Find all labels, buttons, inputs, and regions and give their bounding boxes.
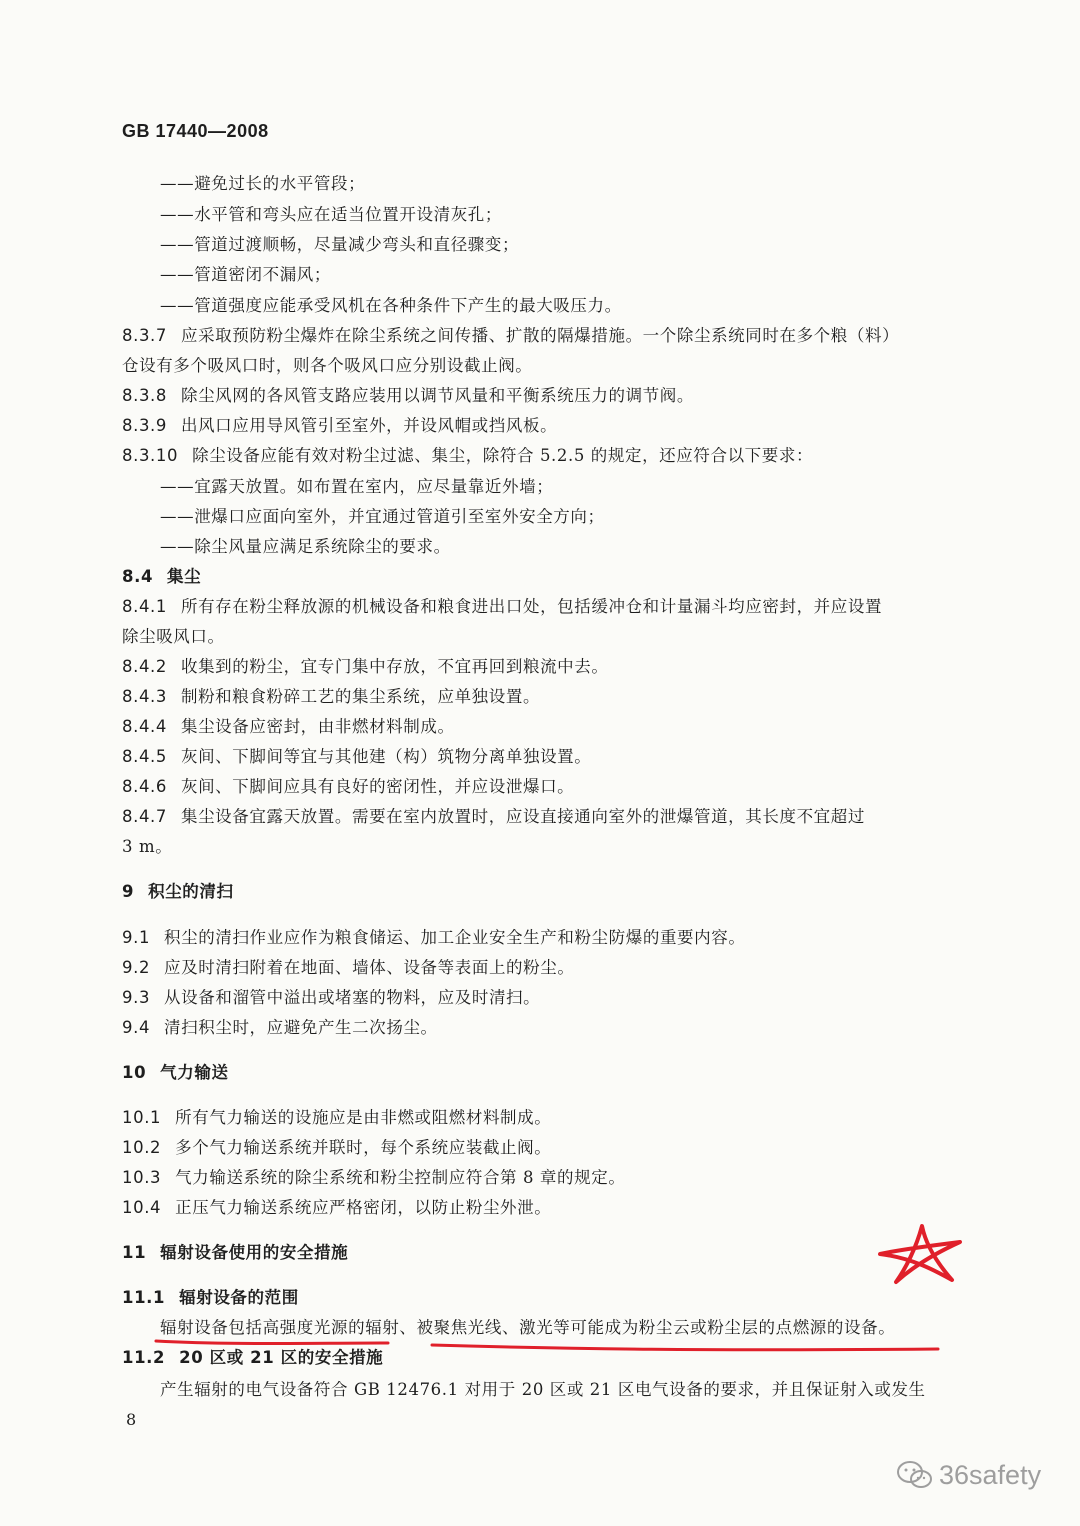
line-text: 除尘风网的各风管支路应装用以调节风量和平衡系统压力的调节阀。 bbox=[180, 386, 694, 405]
section-number: 8.4.7 bbox=[122, 807, 167, 826]
text-line bbox=[122, 594, 882, 620]
section-number: 8.4.2 bbox=[122, 657, 167, 676]
section-number: 9 bbox=[122, 882, 135, 901]
line-text: ——管道密闭不漏风； bbox=[160, 265, 331, 284]
line-text: 灰间、下脚间等宜与其他建（构）筑物分离单独设置。 bbox=[180, 747, 592, 766]
section-number: 8.3.7 bbox=[122, 326, 167, 345]
line-text: ——管道过渡顺畅，尽量减少弯头和直径骤变； bbox=[160, 235, 520, 254]
text-line bbox=[122, 443, 813, 469]
line-text: ——除尘风量应满足系统除尘的要求。 bbox=[160, 537, 451, 556]
section-number: 9.2 bbox=[122, 958, 151, 977]
text-line bbox=[122, 624, 225, 650]
text-line bbox=[122, 684, 540, 710]
section-number: 8.4.5 bbox=[122, 747, 167, 766]
text-line bbox=[122, 714, 455, 740]
text-line bbox=[122, 925, 745, 951]
line-text: 积尘的清扫作业应作为粮食储运、加工企业安全生产和粉尘防爆的重要内容。 bbox=[164, 928, 746, 947]
section-number: 11 bbox=[122, 1243, 147, 1262]
section-heading bbox=[122, 879, 234, 905]
line-text: 制粉和粮食粉碎工艺的集尘系统，应单独设置。 bbox=[180, 687, 541, 706]
text-line bbox=[122, 323, 899, 349]
section-heading bbox=[122, 564, 201, 590]
text-line bbox=[160, 293, 622, 319]
text-line bbox=[122, 1135, 551, 1161]
text-line bbox=[160, 534, 451, 560]
text-line bbox=[122, 383, 694, 409]
text-line bbox=[122, 1195, 551, 1221]
line-text: 多个气力输送系统并联时，每个系统应装截止阀。 bbox=[175, 1138, 552, 1157]
line-text: 所有气力输送的设施应是由非燃或阻燃材料制成。 bbox=[175, 1108, 552, 1127]
line-text: 出风口应用导风管引至室外，并设风帽或挡风板。 bbox=[180, 416, 558, 435]
line-text: 气力输送系统的除尘系统和粉尘控制应符合第 8 章的规定。 bbox=[175, 1168, 626, 1187]
text-line bbox=[122, 985, 540, 1011]
line-text: ——管道强度应能承受风机在各种条件下产生的最大吸压力。 bbox=[160, 296, 622, 315]
line-text: 产生辐射的电气设备符合 GB 12476.1 对用于 20 区或 21 区电气设备的要求，并且保证射入或发生 bbox=[160, 1380, 926, 1399]
line-text: 集尘 bbox=[167, 567, 202, 586]
standard-code: GB 17440—2008 bbox=[122, 121, 269, 141]
section-number: 11.1 bbox=[122, 1288, 166, 1307]
section-number: 8.3.9 bbox=[122, 416, 167, 435]
line-text: 除尘吸风口。 bbox=[122, 627, 225, 646]
line-text: 所有存在粉尘释放源的机械设备和粮食进出口处，包括缓冲仓和计量漏斗均应密封，并应设置 bbox=[180, 597, 883, 616]
line-text: ——水平管和弯头应在适当位置开设清灰孔； bbox=[160, 205, 502, 224]
line-text: 仓设有多个吸风口时，则各个吸风口应分别设截止阀。 bbox=[122, 356, 533, 375]
section-number: 8.4.6 bbox=[122, 777, 167, 796]
text-line bbox=[160, 262, 331, 288]
watermark-text: 36safety bbox=[939, 1459, 1042, 1490]
line-text: 应及时清扫附着在地面、墙体、设备等表面上的粉尘。 bbox=[164, 958, 575, 977]
section-number: 10.1 bbox=[122, 1108, 162, 1127]
text-line bbox=[122, 744, 591, 770]
line-text: 收集到的粉尘，宜专门集中存放，不宜再回到粮流中去。 bbox=[180, 657, 609, 676]
section-number: 8.4.4 bbox=[122, 717, 167, 736]
line-text: 除尘设备应能有效对粉尘过滤、集尘，除符合 5.2.5 的规定，还应符合以下要求： bbox=[192, 446, 814, 465]
section-number: 10.4 bbox=[122, 1198, 162, 1217]
section-number: 10.3 bbox=[122, 1168, 162, 1187]
section-number: 8.4.3 bbox=[122, 687, 167, 706]
section-number: 8.3.10 bbox=[122, 446, 179, 465]
text-line bbox=[122, 654, 608, 680]
line-text: 辐射设备使用的安全措施 bbox=[160, 1243, 349, 1262]
red-star-mark-icon bbox=[868, 1218, 968, 1290]
line-text: ——宜露天放置。如布置在室内，应尽量靠近外墙； bbox=[160, 477, 554, 496]
page-number: 8 bbox=[126, 1410, 137, 1429]
line-text: ——泄爆口应面向室外，并宜通过管道引至室外安全方向； bbox=[160, 507, 605, 526]
text-line bbox=[122, 1015, 438, 1041]
line-text: 从设备和溜管中溢出或堵塞的物料，应及时清扫。 bbox=[164, 988, 541, 1007]
section-number: 10.2 bbox=[122, 1138, 162, 1157]
section-number: 10 bbox=[122, 1063, 147, 1082]
line-text: ——避免过长的水平管段； bbox=[160, 174, 366, 193]
line-text: 3 m。 bbox=[122, 837, 173, 856]
line-text: 辐射设备包括高强度光源的辐射、被聚焦光线、激光等可能成为粉尘云或粉尘层的点燃源的设备。 bbox=[160, 1318, 896, 1337]
section-number: 9.3 bbox=[122, 988, 151, 1007]
watermark bbox=[895, 1458, 1041, 1492]
line-text: 20 区或 21 区的安全措施 bbox=[179, 1348, 384, 1367]
section-number: 8.3.8 bbox=[122, 386, 167, 405]
text-line bbox=[122, 353, 532, 379]
line-text: 气力输送 bbox=[160, 1063, 229, 1082]
text-line bbox=[160, 504, 605, 530]
line-text: 灰间、下脚间应具有良好的密闭性，并应设泄爆口。 bbox=[180, 777, 575, 796]
red-underline-mark bbox=[150, 1335, 950, 1357]
line-text: 清扫积尘时，应避免产生二次扬尘。 bbox=[164, 1018, 438, 1037]
section-heading bbox=[122, 1240, 348, 1266]
section-number: 9.1 bbox=[122, 928, 151, 947]
text-line bbox=[122, 413, 557, 439]
text-line bbox=[122, 955, 574, 981]
line-text: 积尘的清扫 bbox=[148, 882, 234, 901]
text-line bbox=[122, 1105, 551, 1131]
section-number: 11.2 bbox=[122, 1348, 166, 1367]
line-text: 集尘设备应密封，由非燃材料制成。 bbox=[180, 717, 455, 736]
line-text: 集尘设备宜露天放置。需要在室内放置时，应设直接通向室外的泄爆管道，其长度不宜超过 bbox=[180, 807, 865, 826]
wechat-icon bbox=[895, 1458, 935, 1492]
section-heading bbox=[122, 1285, 299, 1311]
text-line bbox=[160, 1377, 926, 1403]
section-heading bbox=[122, 1060, 229, 1086]
text-line bbox=[160, 171, 365, 197]
text-line bbox=[122, 1165, 625, 1191]
section-number: 9.4 bbox=[122, 1018, 151, 1037]
line-text: 辐射设备的范围 bbox=[179, 1288, 299, 1307]
line-text: 正压气力输送系统应严格密闭，以防止粉尘外泄。 bbox=[175, 1198, 552, 1217]
line-text: 应采取预防粉尘爆炸在除尘系统之间传播、扩散的隔爆措施。一个除尘系统同时在多个粮（料） bbox=[180, 326, 900, 345]
section-number: 8.4.1 bbox=[122, 597, 167, 616]
text-line bbox=[160, 474, 553, 500]
text-line bbox=[160, 232, 519, 258]
text-line bbox=[122, 774, 574, 800]
text-line bbox=[122, 834, 172, 860]
section-number: 8.4 bbox=[122, 567, 154, 586]
text-line bbox=[122, 804, 865, 830]
text-line bbox=[160, 202, 502, 228]
